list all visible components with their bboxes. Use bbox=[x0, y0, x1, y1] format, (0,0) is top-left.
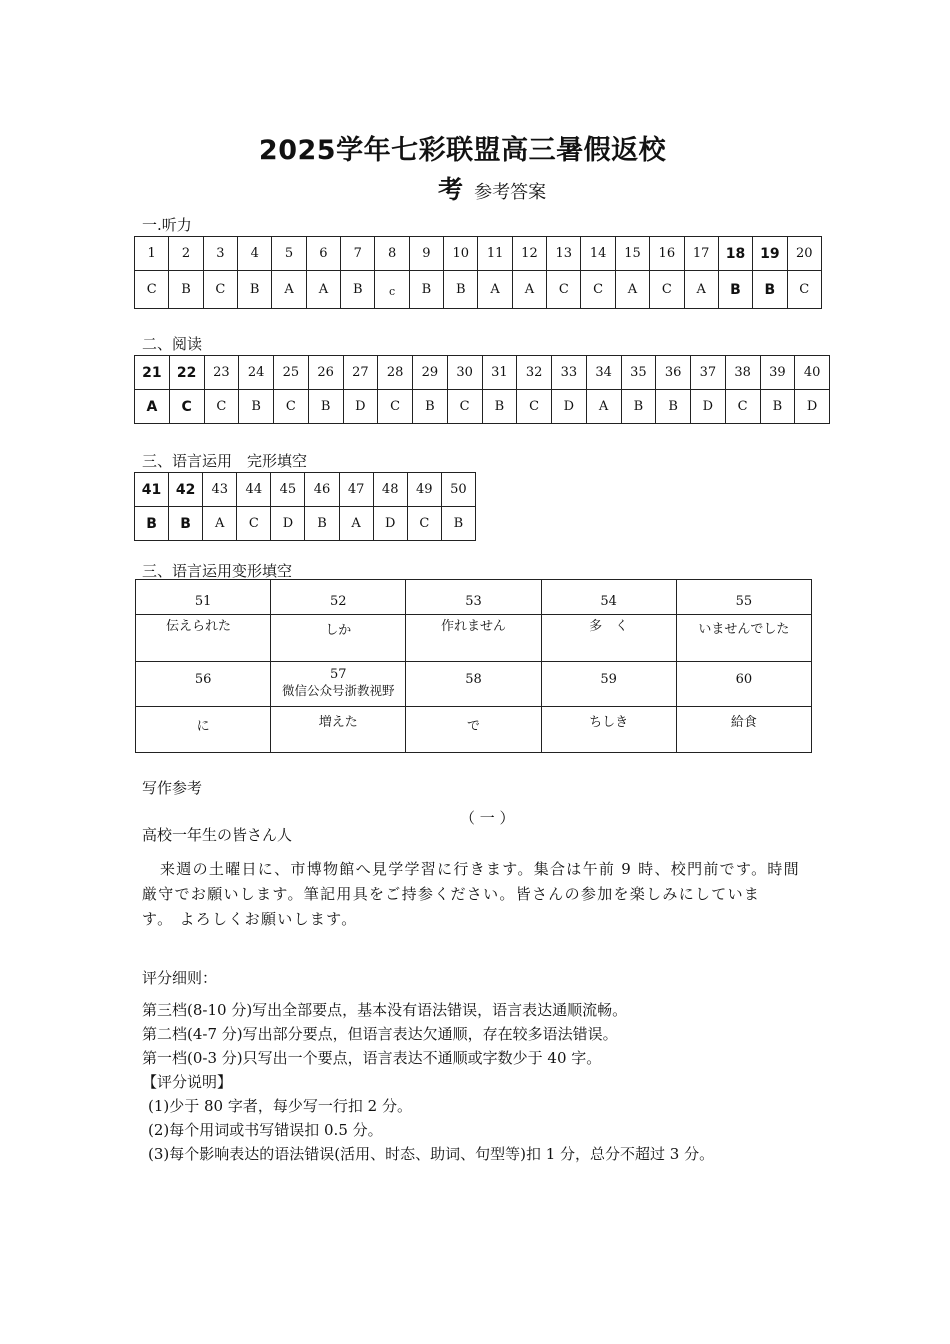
q-number: 24 bbox=[239, 356, 274, 390]
q-number: 19 bbox=[753, 237, 787, 271]
q-number: 49 bbox=[407, 473, 441, 507]
transform-number-row bbox=[136, 662, 812, 707]
scoring-note: (3)每个影响表达的语法错误(活用、时态、助词、句型等)扣 1 分，总分不超过 3 分。 bbox=[148, 1145, 715, 1163]
q-answer: C bbox=[407, 507, 441, 541]
listening-number-row bbox=[135, 237, 822, 271]
q-number: 8 bbox=[375, 237, 409, 271]
q-number: 45 bbox=[271, 473, 305, 507]
q-answer: B bbox=[760, 390, 795, 424]
q-answer: c bbox=[375, 271, 409, 309]
q-answer: C bbox=[517, 390, 552, 424]
q-number: 42 bbox=[169, 473, 203, 507]
q-number: 10 bbox=[444, 237, 478, 271]
q-number: 7 bbox=[341, 237, 375, 271]
q-answer: A bbox=[306, 271, 340, 309]
transform-table bbox=[135, 579, 812, 753]
q-answer: A bbox=[478, 271, 512, 309]
q-answer: で bbox=[406, 707, 541, 753]
q-number: 17 bbox=[684, 237, 718, 271]
q-answer: B bbox=[718, 271, 752, 309]
q-answer: C bbox=[204, 390, 239, 424]
q-answer: C bbox=[447, 390, 482, 424]
q-number: 34 bbox=[586, 356, 621, 390]
q-answer: 給食 bbox=[676, 707, 811, 753]
cloze-table bbox=[134, 472, 476, 541]
reading-table bbox=[134, 355, 830, 424]
q-answer: 作れません bbox=[406, 615, 541, 662]
q-answer: C bbox=[237, 507, 271, 541]
q-answer: いませんでした bbox=[676, 615, 811, 662]
q-number: 16 bbox=[650, 237, 684, 271]
q-number: 59 bbox=[541, 662, 676, 707]
q-answer: C bbox=[135, 271, 169, 309]
q-number: 33 bbox=[552, 356, 587, 390]
q-number: 38 bbox=[725, 356, 760, 390]
reading-number-row bbox=[135, 356, 830, 390]
q-answer: A bbox=[135, 390, 170, 424]
q-answer: A bbox=[203, 507, 237, 541]
q-number: 6 bbox=[306, 237, 340, 271]
q-number: 40 bbox=[795, 356, 830, 390]
q-answer: D bbox=[795, 390, 830, 424]
q-number: 21 bbox=[135, 356, 170, 390]
q-answer: B bbox=[239, 390, 274, 424]
q-answer: A bbox=[615, 271, 649, 309]
q-number: 30 bbox=[447, 356, 482, 390]
q-number: 36 bbox=[656, 356, 691, 390]
scoring-label: 评分细则： bbox=[142, 969, 218, 987]
q-number: 29 bbox=[413, 356, 448, 390]
listening-answer-row bbox=[135, 271, 822, 309]
reading-answer-row bbox=[135, 390, 830, 424]
q-number: 48 bbox=[373, 473, 407, 507]
q-number: 14 bbox=[581, 237, 615, 271]
transform-answer-row bbox=[136, 707, 812, 753]
q-number: 35 bbox=[621, 356, 656, 390]
q-number: 54 bbox=[541, 580, 676, 615]
q-answer: B bbox=[341, 271, 375, 309]
q-answer: A bbox=[512, 271, 546, 309]
q-answer: C bbox=[547, 271, 581, 309]
writing-body-line: 来週の土曜日に、市博物館へ見学学習に行きます。集合は午前 9 時、校門前です。時間 bbox=[160, 860, 800, 878]
subtitle-big: 考 bbox=[438, 175, 464, 204]
q-answer: D bbox=[691, 390, 726, 424]
q-number: 1 bbox=[135, 237, 169, 271]
q-number: 20 bbox=[787, 237, 821, 271]
q-number: 18 bbox=[718, 237, 752, 271]
q-answer: 増えた bbox=[271, 707, 406, 753]
q-number: 37 bbox=[691, 356, 726, 390]
q-number: 2 bbox=[169, 237, 203, 271]
subtitle-small: 参考答案 bbox=[474, 182, 547, 203]
scoring-notes-label: 【评分说明】 bbox=[142, 1073, 233, 1091]
q-answer: A bbox=[586, 390, 621, 424]
q-answer: B bbox=[169, 271, 203, 309]
writing-body-line: す。 よろしくお願いします。 bbox=[142, 910, 358, 928]
q-answer: A bbox=[339, 507, 373, 541]
q-answer: B bbox=[441, 507, 475, 541]
q-answer: B bbox=[444, 271, 478, 309]
q-answer: B bbox=[135, 507, 169, 541]
writing-body-line: 厳守でお願いします。筆記用具をご持参ください。皆さんの参加を楽しみにしていま bbox=[142, 885, 761, 903]
cloze-number-row bbox=[135, 473, 476, 507]
transform-answer-row bbox=[136, 615, 812, 662]
q-number: 60 bbox=[676, 662, 811, 707]
q-number: 52 bbox=[271, 580, 406, 615]
q-number: 53 bbox=[406, 580, 541, 615]
q-number: 51 bbox=[136, 580, 271, 615]
q-answer: ちしき bbox=[541, 707, 676, 753]
q-number: 22 bbox=[169, 356, 204, 390]
q-answer: D bbox=[343, 390, 378, 424]
cloze-answer-row bbox=[135, 507, 476, 541]
q-number: 57 bbox=[330, 667, 347, 682]
cloze-label: 三、语言运用 完形填空 bbox=[142, 452, 308, 470]
q-answer: A bbox=[684, 271, 718, 309]
q-number: 5 bbox=[272, 237, 306, 271]
q-answer: B bbox=[169, 507, 203, 541]
q-answer: D bbox=[373, 507, 407, 541]
q-answer: C bbox=[650, 271, 684, 309]
q-number: 28 bbox=[378, 356, 413, 390]
q-number: 31 bbox=[482, 356, 517, 390]
writing-greeting: 高校一年生の皆さん人 bbox=[142, 826, 293, 844]
scoring-note: (1)少于 80 字者，每少写一行扣 2 分。 bbox=[148, 1097, 412, 1115]
q-number: 4 bbox=[238, 237, 272, 271]
q-number: 32 bbox=[517, 356, 552, 390]
q-number: 39 bbox=[760, 356, 795, 390]
q-number: 25 bbox=[274, 356, 309, 390]
q-number: 46 bbox=[305, 473, 339, 507]
scoring-tier: 第二档(4-7 分)写出部分要点，但语言表达欠通顺，存在较多语法错误。 bbox=[142, 1025, 618, 1043]
scoring-tier: 第一档(0-3 分)只写出一个要点，语言表达不通顺或字数少于 40 字。 bbox=[142, 1049, 602, 1067]
q-answer: C bbox=[581, 271, 615, 309]
q-answer: D bbox=[271, 507, 305, 541]
scoring-tier: 第三档(8-10 分)写出全部要点，基本没有语法错误，语言表达通顺流畅。 bbox=[142, 1001, 628, 1019]
q-answer: B bbox=[621, 390, 656, 424]
q-number: 47 bbox=[339, 473, 373, 507]
q-number-cell bbox=[271, 662, 406, 707]
q-answer: C bbox=[169, 390, 204, 424]
q-answer: 多 く bbox=[541, 615, 676, 662]
q-number: 55 bbox=[676, 580, 811, 615]
q-number: 26 bbox=[308, 356, 343, 390]
q-number: 13 bbox=[547, 237, 581, 271]
listening-table bbox=[134, 236, 822, 309]
q-answer: C bbox=[378, 390, 413, 424]
q-number: 11 bbox=[478, 237, 512, 271]
q-number: 12 bbox=[512, 237, 546, 271]
q-answer: C bbox=[274, 390, 309, 424]
writing-label: 写作参考 bbox=[142, 779, 203, 797]
page-title: 2025学年七彩联盟高三暑假返校 bbox=[258, 135, 667, 166]
q-number: 56 bbox=[136, 662, 271, 707]
scoring-note: (2)每个用词或书写错误扣 0.5 分。 bbox=[148, 1121, 383, 1139]
q-number: 23 bbox=[204, 356, 239, 390]
q-answer: B bbox=[753, 271, 787, 309]
q-answer: しか bbox=[271, 615, 406, 662]
q-answer: B bbox=[409, 271, 443, 309]
q-answer: 伝えられた bbox=[136, 615, 271, 662]
q-answer: B bbox=[656, 390, 691, 424]
q-answer: B bbox=[413, 390, 448, 424]
q-answer: B bbox=[238, 271, 272, 309]
q-answer: B bbox=[305, 507, 339, 541]
reading-label: 二、阅读 bbox=[142, 335, 203, 353]
q-number: 3 bbox=[203, 237, 237, 271]
transform-number-row bbox=[136, 580, 812, 615]
q-answer: C bbox=[203, 271, 237, 309]
watermark-note: 微信公众号浙教视野 bbox=[282, 683, 395, 698]
q-answer: B bbox=[482, 390, 517, 424]
q-answer: C bbox=[725, 390, 760, 424]
q-number: 15 bbox=[615, 237, 649, 271]
writing-section-mark: （ 一 ） bbox=[460, 809, 515, 827]
q-answer: C bbox=[787, 271, 821, 309]
q-number: 9 bbox=[409, 237, 443, 271]
listening-label: 一.听力 bbox=[142, 216, 192, 234]
q-answer: A bbox=[272, 271, 306, 309]
q-answer: B bbox=[308, 390, 343, 424]
transform-label: 三、语言运用变形填空 bbox=[142, 562, 293, 580]
q-number: 43 bbox=[203, 473, 237, 507]
q-answer: D bbox=[552, 390, 587, 424]
q-answer: に bbox=[136, 707, 271, 753]
q-number: 50 bbox=[441, 473, 475, 507]
q-number: 27 bbox=[343, 356, 378, 390]
q-number: 41 bbox=[135, 473, 169, 507]
q-number: 58 bbox=[406, 662, 541, 707]
q-number: 44 bbox=[237, 473, 271, 507]
page-subtitle bbox=[438, 170, 546, 206]
